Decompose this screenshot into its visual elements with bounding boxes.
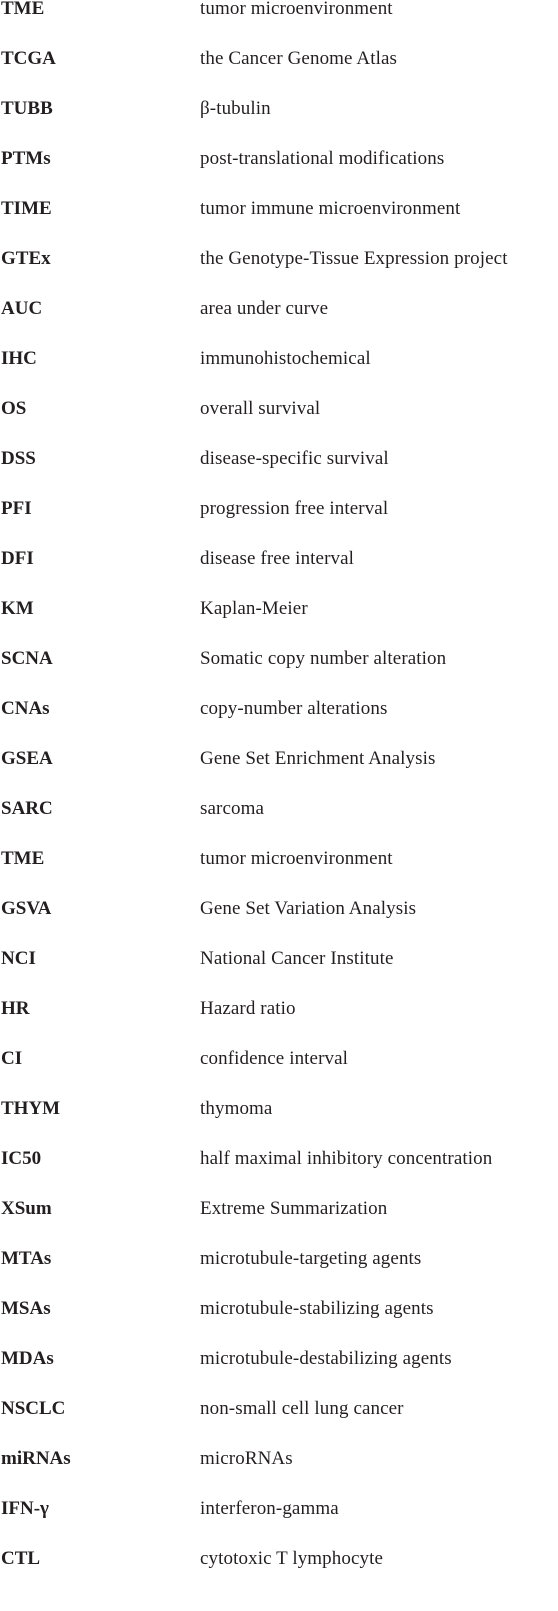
abbreviation-term: TCGA (1, 48, 56, 69)
abbreviation-term: CNAs (1, 698, 50, 719)
abbreviation-definition: Hazard ratio (200, 998, 296, 1019)
abbreviation-definition: tumor microenvironment (200, 0, 393, 19)
abbreviation-term: HR (1, 998, 30, 1019)
abbreviation-term: miRNAs (1, 1448, 71, 1469)
abbreviation-term: TME (1, 0, 45, 19)
abbreviation-row (0, 0, 558, 34)
abbreviation-row (0, 984, 558, 1034)
abbreviation-term: IHC (1, 348, 37, 369)
abbreviation-term: TIME (1, 198, 52, 219)
abbreviation-definition: Gene Set Enrichment Analysis (200, 748, 436, 769)
abbreviation-row (0, 734, 558, 784)
abbreviation-term: OS (1, 398, 27, 419)
abbreviation-definition: microtubule-destabilizing agents (200, 1348, 452, 1369)
abbreviation-definition: half maximal inhibitory concentration (200, 1148, 493, 1169)
abbreviation-term: SCNA (1, 648, 53, 669)
abbreviation-row (0, 284, 558, 334)
abbreviation-row (0, 384, 558, 434)
abbreviation-definition: thymoma (200, 1098, 273, 1119)
abbreviation-definition: sarcoma (200, 798, 264, 819)
abbreviation-definition: Gene Set Variation Analysis (200, 898, 417, 919)
abbreviation-definition: immunohistochemical (200, 348, 371, 369)
abbreviation-row (0, 434, 558, 484)
abbreviation-row (0, 634, 558, 684)
abbreviation-row (0, 34, 558, 84)
abbreviation-definition: disease free interval (200, 548, 355, 569)
abbreviation-term: THYM (1, 1098, 61, 1119)
abbreviation-definition: Somatic copy number alteration (200, 648, 447, 669)
abbreviation-row (0, 184, 558, 234)
abbreviation-term: TME (1, 848, 45, 869)
abbreviation-definition: disease-specific survival (200, 448, 389, 469)
abbreviation-term: NCI (1, 948, 36, 969)
abbreviation-row (0, 1334, 558, 1384)
abbreviation-definition: microtubule-targeting agents (200, 1248, 422, 1269)
abbreviation-row (0, 1084, 558, 1134)
abbreviation-row (0, 234, 558, 284)
abbreviation-row (0, 584, 558, 634)
abbreviation-definition: copy-number alterations (200, 698, 388, 719)
abbreviation-row (0, 1484, 558, 1534)
abbreviation-term: MDAs (1, 1348, 54, 1369)
abbreviation-term: GSEA (1, 748, 53, 769)
abbreviation-row (0, 1184, 558, 1234)
abbreviation-definition: post-translational modifications (200, 148, 445, 169)
abbreviation-term: TUBB (1, 98, 53, 119)
abbreviation-term: CTL (1, 1548, 41, 1569)
abbreviation-definition: interferon-gamma (200, 1498, 339, 1519)
abbreviation-term: CI (1, 1048, 23, 1069)
abbreviation-row (0, 884, 558, 934)
abbreviation-term: DFI (1, 548, 34, 569)
abbreviation-term: KM (1, 598, 34, 619)
abbreviation-definition: cytotoxic T lymphocyte (200, 1548, 384, 1569)
abbreviation-definition: Extreme Summarization (200, 1198, 388, 1219)
abbreviation-term: PTMs (1, 148, 51, 169)
abbreviation-definition: β-tubulin (200, 98, 271, 119)
abbreviation-row (0, 1384, 558, 1434)
abbreviation-row (0, 534, 558, 584)
abbreviation-row (0, 784, 558, 834)
abbreviation-row (0, 684, 558, 734)
abbreviation-definition: overall survival (200, 398, 321, 419)
abbreviation-definition: progression free interval (200, 498, 389, 519)
abbreviation-definition: area under curve (200, 298, 329, 319)
abbreviation-definition: microtubule-stabilizing agents (200, 1298, 434, 1319)
abbreviation-definition: microRNAs (200, 1448, 293, 1469)
abbreviation-term: PFI (1, 498, 32, 519)
abbreviation-row (0, 1034, 558, 1084)
abbreviation-row (0, 1434, 558, 1484)
abbreviation-term: MTAs (1, 1248, 52, 1269)
abbreviation-definition: the Genotype-Tissue Expression project (200, 248, 508, 269)
abbreviation-term: GTEx (1, 248, 51, 269)
abbreviation-term: NSCLC (1, 1398, 66, 1419)
abbreviation-term: SARC (1, 798, 53, 819)
abbreviation-definition: non-small cell lung cancer (200, 1398, 404, 1419)
abbreviation-term: IFN-γ (1, 1498, 49, 1519)
abbreviation-term: MSAs (1, 1298, 51, 1319)
abbreviation-definition: the Cancer Genome Atlas (200, 48, 397, 69)
abbreviation-row (0, 134, 558, 184)
abbreviation-term: XSum (1, 1198, 52, 1219)
abbreviation-row (0, 934, 558, 984)
abbreviation-row (0, 1134, 558, 1184)
abbreviation-row (0, 334, 558, 384)
abbreviation-definition: tumor microenvironment (200, 848, 393, 869)
abbreviation-definition: tumor immune microenvironment (200, 198, 461, 219)
abbreviation-row (0, 1534, 558, 1584)
abbreviation-row (0, 834, 558, 884)
abbreviation-term: GSVA (1, 898, 52, 919)
abbreviation-definition: Kaplan-Meier (200, 598, 308, 619)
abbreviation-term: DSS (1, 448, 36, 469)
abbreviation-row (0, 1284, 558, 1334)
abbreviation-definition: National Cancer Institute (200, 948, 394, 969)
abbreviation-row (0, 84, 558, 134)
abbreviation-definition: confidence interval (200, 1048, 349, 1069)
abbreviation-term: AUC (1, 298, 43, 319)
abbreviation-row (0, 484, 558, 534)
abbreviation-row (0, 1234, 558, 1284)
abbreviation-term: IC50 (1, 1148, 42, 1169)
